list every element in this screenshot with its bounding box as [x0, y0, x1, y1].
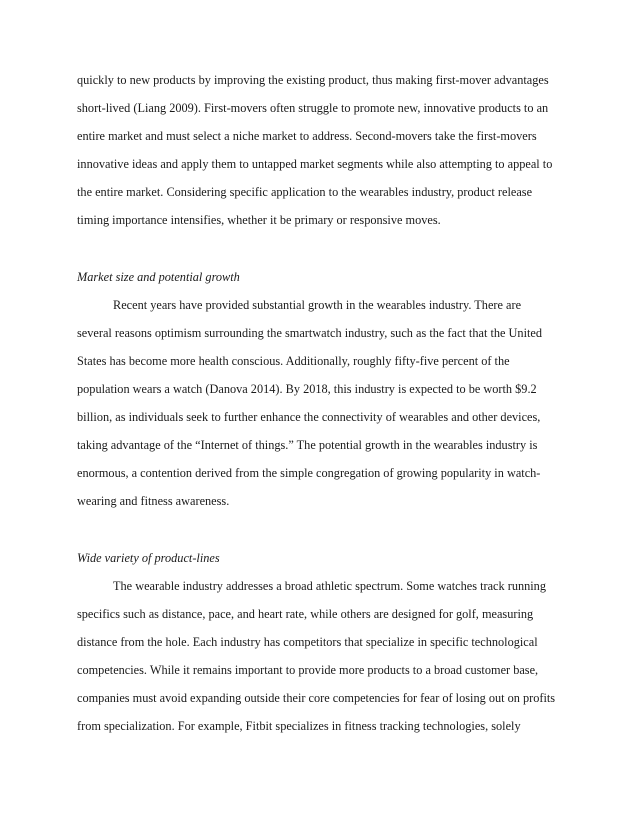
paragraph-line: The wearable industry addresses a broad athletic spectrum. Some watches track running [113, 579, 546, 593]
paragraph-line: from specialization. For example, Fitbit specializes in fitness tracking technologies, solely [77, 719, 521, 733]
paragraph-line: companies must avoid expanding outside their core competencies for fear of losing out on profits [77, 691, 556, 705]
section-heading-product-lines: Wide variety of product-lines [77, 551, 220, 565]
paragraph-line: innovative ideas and apply them to untapped market segments while also attempting to appeal to [77, 157, 553, 171]
paragraph-line: quickly to new products by improving the existing product, thus making first-mover advantages [77, 73, 549, 87]
paragraph-line: the entire market. Considering specific application to the wearables industry, product release [77, 185, 533, 199]
paragraph-line: Recent years have provided substantial growth in the wearables industry. There are [113, 298, 522, 312]
paragraph-line: taking advantage of the “Internet of things.” The potential growth in the wearables industry is [77, 438, 538, 452]
paragraph-line: entire market and must select a niche market to address. Second-movers take the first-movers [77, 129, 537, 143]
paragraph-line: several reasons optimism surrounding the smartwatch industry, such as the fact that the United [77, 326, 543, 340]
paragraph-line: billion, as individuals seek to further enhance the connectivity of wearables and other devices, [77, 410, 541, 424]
section-heading-market-size: Market size and potential growth [77, 270, 240, 284]
paragraph-line: population wears a watch (Danova 2014). By 2018, this industry is expected to be worth $9.2 [77, 382, 537, 396]
paragraph-line: distance from the hole. Each industry has competitors that specialize in specific technological [77, 635, 538, 649]
paragraph-line: States has become more health conscious. Additionally, roughly fifty-five percent of the [77, 354, 510, 368]
paragraph-line: enormous, a contention derived from the simple congregation of growing popularity in watch- [77, 466, 541, 480]
paragraph-line: wearing and fitness awareness. [77, 494, 230, 508]
paragraph-line: short-lived (Liang 2009). First-movers often struggle to promote new, innovative products to an [77, 101, 549, 115]
paragraph-line: competencies. While it remains important to provide more products to a broad customer base, [77, 663, 539, 677]
paragraph-line: specifics such as distance, pace, and heart rate, while others are designed for golf, measuring [77, 607, 534, 621]
paragraph-line: timing importance intensifies, whether it be primary or responsive moves. [77, 213, 441, 227]
